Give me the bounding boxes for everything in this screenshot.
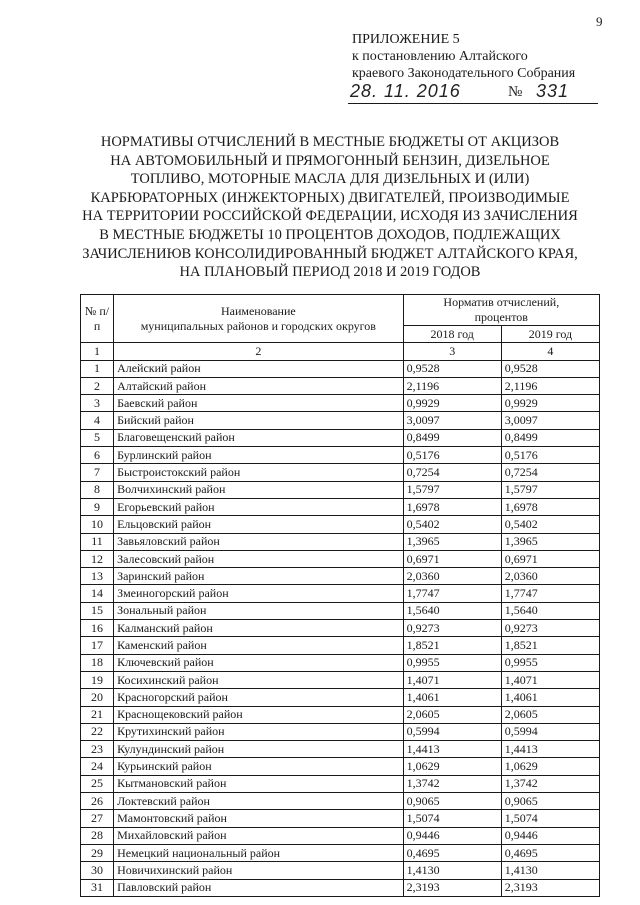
norm-2019: 1,4130 bbox=[501, 862, 599, 879]
norm-2019: 1,8521 bbox=[501, 637, 599, 654]
norm-2019: 2,0605 bbox=[501, 706, 599, 723]
municipality-name: Михайловский район bbox=[114, 827, 404, 844]
header-name bbox=[114, 295, 404, 343]
table-row bbox=[81, 412, 600, 429]
table-row bbox=[81, 550, 600, 567]
municipality-name: Егорьевский район bbox=[114, 498, 404, 515]
row-number: 16 bbox=[81, 620, 114, 637]
norm-2018: 0,9273 bbox=[403, 620, 501, 637]
row-number: 15 bbox=[81, 602, 114, 619]
municipality-name: Волчихинский район bbox=[114, 481, 404, 498]
table-row bbox=[81, 637, 600, 654]
row-number: 8 bbox=[81, 481, 114, 498]
municipality-name: Новичихинский район bbox=[114, 862, 404, 879]
header-name-line1: Наименование bbox=[220, 303, 296, 318]
row-number: 17 bbox=[81, 637, 114, 654]
column-index-1: 1 bbox=[81, 343, 114, 360]
table-row bbox=[81, 775, 600, 792]
row-number: 11 bbox=[81, 533, 114, 550]
row-number: 24 bbox=[81, 758, 114, 775]
row-number: 1 bbox=[81, 360, 114, 377]
header-norm-line1: Норматив отчислений, bbox=[443, 295, 560, 309]
table-row bbox=[81, 620, 600, 637]
norm-2018: 0,6971 bbox=[403, 550, 501, 567]
row-number: 27 bbox=[81, 810, 114, 827]
norm-2018: 1,3742 bbox=[403, 775, 501, 792]
adoption-number: 331 bbox=[536, 81, 570, 101]
norm-2018: 2,1196 bbox=[403, 377, 501, 394]
table-row bbox=[81, 377, 600, 394]
municipality-name: Заринский район bbox=[114, 568, 404, 585]
norm-2018: 1,4071 bbox=[403, 671, 501, 688]
municipality-name: Баевский район bbox=[114, 395, 404, 412]
row-number: 9 bbox=[81, 498, 114, 515]
norm-2018: 2,0605 bbox=[403, 706, 501, 723]
norm-2019: 1,6978 bbox=[501, 498, 599, 515]
table-row bbox=[81, 498, 600, 515]
table-row bbox=[81, 516, 600, 533]
norm-2019: 1,0629 bbox=[501, 758, 599, 775]
document-title bbox=[60, 133, 600, 282]
row-number: 25 bbox=[81, 775, 114, 792]
norm-2018: 1,5640 bbox=[403, 602, 501, 619]
municipality-name: Немецкий национальный район bbox=[114, 844, 404, 861]
adoption-line bbox=[348, 81, 598, 104]
row-number: 13 bbox=[81, 568, 114, 585]
norm-2019: 1,4061 bbox=[501, 689, 599, 706]
header-number: № п/п bbox=[81, 295, 114, 343]
norm-2019: 0,5176 bbox=[501, 447, 599, 464]
row-number: 12 bbox=[81, 550, 114, 567]
municipality-name: Зональный район bbox=[114, 602, 404, 619]
norm-2018: 1,7747 bbox=[403, 585, 501, 602]
norm-2018: 1,4130 bbox=[403, 862, 501, 879]
appendix-ref-line1: к постановлению Алтайского bbox=[352, 49, 528, 64]
table-row bbox=[81, 533, 600, 550]
norm-2018: 0,9065 bbox=[403, 793, 501, 810]
municipality-name: Залесовский район bbox=[114, 550, 404, 567]
norm-2019: 1,3742 bbox=[501, 775, 599, 792]
norm-2018: 1,8521 bbox=[403, 637, 501, 654]
title-line: ТОПЛИВО, МОТОРНЫЕ МАСЛА ДЛЯ ДИЗЕЛЬНЫХ И (ИЛИ) bbox=[130, 171, 530, 188]
row-number: 14 bbox=[81, 585, 114, 602]
table-row bbox=[81, 602, 600, 619]
column-index-4: 4 bbox=[501, 343, 599, 360]
row-number: 18 bbox=[81, 654, 114, 671]
title-line: В МЕСТНЫЕ БЮДЖЕТЫ 10 ПРОЦЕНТОВ ДОХОДОВ, ПОДЛЕЖАЩИХ bbox=[99, 226, 561, 243]
header-norm bbox=[403, 295, 599, 326]
municipality-name: Алтайский район bbox=[114, 377, 404, 394]
table-row bbox=[81, 585, 600, 602]
norm-2018: 0,5176 bbox=[403, 447, 501, 464]
appendix-ref-line2: краевого Законодательного Собрания bbox=[352, 66, 576, 81]
norm-2019: 1,3965 bbox=[501, 533, 599, 550]
norm-2019: 1,5074 bbox=[501, 810, 599, 827]
column-index-2: 2 bbox=[114, 343, 404, 360]
norm-2018: 0,8499 bbox=[403, 429, 501, 446]
header-year-2019: 2019 год bbox=[501, 326, 599, 343]
table-row bbox=[81, 481, 600, 498]
table-row bbox=[81, 689, 600, 706]
norm-2019: 1,4413 bbox=[501, 741, 599, 758]
norm-2019: 0,7254 bbox=[501, 464, 599, 481]
row-number: 31 bbox=[81, 879, 114, 896]
municipality-name: Змеиногорский район bbox=[114, 585, 404, 602]
table-row bbox=[81, 671, 600, 688]
municipality-name: Кулундинский район bbox=[114, 741, 404, 758]
municipality-name: Калманский район bbox=[114, 620, 404, 637]
title-line: ЗАЧИСЛЕНИЮВ КОНСОЛИДИРОВАННЫЙ БЮДЖЕТ АЛТАЙСКОГО КРАЯ, bbox=[82, 245, 578, 262]
row-number: 23 bbox=[81, 741, 114, 758]
norm-2019: 0,8499 bbox=[501, 429, 599, 446]
table-row bbox=[81, 793, 600, 810]
norm-2019: 0,5994 bbox=[501, 723, 599, 740]
row-number: 22 bbox=[81, 723, 114, 740]
municipality-name: Ельцовский район bbox=[114, 516, 404, 533]
norm-2018: 0,9528 bbox=[403, 360, 501, 377]
norm-2019: 0,5402 bbox=[501, 516, 599, 533]
table-row bbox=[81, 447, 600, 464]
norm-2019: 0,9528 bbox=[501, 360, 599, 377]
norm-2018: 1,4413 bbox=[403, 741, 501, 758]
norm-2018: 1,3965 bbox=[403, 533, 501, 550]
table-row bbox=[81, 827, 600, 844]
header-year-2018: 2018 год bbox=[403, 326, 501, 343]
table-row bbox=[81, 706, 600, 723]
row-number: 7 bbox=[81, 464, 114, 481]
row-number: 4 bbox=[81, 412, 114, 429]
row-number: 21 bbox=[81, 706, 114, 723]
norm-2019: 0,4695 bbox=[501, 844, 599, 861]
table-row bbox=[81, 758, 600, 775]
row-number: 28 bbox=[81, 827, 114, 844]
norm-2018: 0,5994 bbox=[403, 723, 501, 740]
norms-table bbox=[80, 294, 600, 897]
municipality-name: Каменский район bbox=[114, 637, 404, 654]
municipality-name: Завьяловский район bbox=[114, 533, 404, 550]
row-number: 20 bbox=[81, 689, 114, 706]
norm-2018: 1,0629 bbox=[403, 758, 501, 775]
row-number: 10 bbox=[81, 516, 114, 533]
page-number: 9 bbox=[596, 14, 603, 29]
title-line: НА ПЛАНОВЫЙ ПЕРИОД 2018 И 2019 ГОДОВ bbox=[179, 264, 481, 281]
norm-2019: 2,3193 bbox=[501, 879, 599, 896]
row-number: 6 bbox=[81, 447, 114, 464]
municipality-name: Павловский район bbox=[114, 879, 404, 896]
norm-2018: 2,3193 bbox=[403, 879, 501, 896]
norm-2019: 3,0097 bbox=[501, 412, 599, 429]
table-row bbox=[81, 429, 600, 446]
table-row bbox=[81, 360, 600, 377]
header-name-line2: муниципальных районов и городских округов bbox=[140, 318, 376, 333]
norm-2019: 1,5797 bbox=[501, 481, 599, 498]
municipality-name: Ключевский район bbox=[114, 654, 404, 671]
norm-2019: 2,1196 bbox=[501, 377, 599, 394]
municipality-name: Кытмановский район bbox=[114, 775, 404, 792]
title-line: НОРМАТИВЫ ОТЧИСЛЕНИЙ В МЕСТНЫЕ БЮДЖЕТЫ ОТ АКЦИЗОВ bbox=[100, 134, 560, 150]
municipality-name: Быстроистокский район bbox=[114, 464, 404, 481]
row-number: 19 bbox=[81, 671, 114, 688]
norm-2018: 0,9929 bbox=[403, 395, 501, 412]
municipality-name: Мамонтовский район bbox=[114, 810, 404, 827]
norm-2019: 1,4071 bbox=[501, 671, 599, 688]
column-index-3: 3 bbox=[403, 343, 501, 360]
row-number: 2 bbox=[81, 377, 114, 394]
number-sign: № bbox=[508, 84, 524, 100]
header-norm-line2: процентов bbox=[474, 310, 528, 324]
norm-2018: 0,9446 bbox=[403, 827, 501, 844]
norm-2019: 0,9955 bbox=[501, 654, 599, 671]
table-row bbox=[81, 654, 600, 671]
row-number: 29 bbox=[81, 844, 114, 861]
norm-2018: 1,6978 bbox=[403, 498, 501, 515]
municipality-name: Алейский район bbox=[114, 360, 404, 377]
row-number: 5 bbox=[81, 429, 114, 446]
norm-2018: 1,5797 bbox=[403, 481, 501, 498]
norm-2018: 0,5402 bbox=[403, 516, 501, 533]
norm-2018: 1,4061 bbox=[403, 689, 501, 706]
table-row bbox=[81, 844, 600, 861]
municipality-name: Бурлинский район bbox=[114, 447, 404, 464]
title-line: КАРБЮРАТОРНЫХ (ИНЖЕКТОРНЫХ) ДВИГАТЕЛЕЙ, ПРОИЗВОДИМЫЕ bbox=[90, 189, 570, 206]
norm-2019: 0,9929 bbox=[501, 395, 599, 412]
table-row bbox=[81, 464, 600, 481]
adoption-date: 28. 11. 2016 bbox=[350, 81, 461, 101]
row-number: 3 bbox=[81, 395, 114, 412]
norm-2019: 0,9446 bbox=[501, 827, 599, 844]
table-row bbox=[81, 723, 600, 740]
municipality-name: Краснощековский район bbox=[114, 706, 404, 723]
municipality-name: Косихинский район bbox=[114, 671, 404, 688]
norm-2018: 2,0360 bbox=[403, 568, 501, 585]
municipality-name: Курьинский район bbox=[114, 758, 404, 775]
municipality-name: Благовещенский район bbox=[114, 429, 404, 446]
title-line: НА АВТОМОБИЛЬНЫЙ И ПРЯМОГОННЫЙ БЕНЗИН, ДИЗЕЛЬНОЕ bbox=[110, 152, 550, 169]
norm-2018: 1,5074 bbox=[403, 810, 501, 827]
norm-2019: 0,9065 bbox=[501, 793, 599, 810]
norm-2018: 0,4695 bbox=[403, 844, 501, 861]
norm-2019: 0,6971 bbox=[501, 550, 599, 567]
norm-2019: 0,9273 bbox=[501, 620, 599, 637]
row-number: 26 bbox=[81, 793, 114, 810]
norm-2019: 1,5640 bbox=[501, 602, 599, 619]
appendix-title: ПРИЛОЖЕНИЕ 5 bbox=[352, 32, 460, 47]
title-line: НА ТЕРРИТОРИИ РОССИЙСКОЙ ФЕДЕРАЦИИ, ИСХОДЯ ИЗ ЗАЧИСЛЕНИЯ bbox=[82, 208, 578, 225]
norm-2019: 1,7747 bbox=[501, 585, 599, 602]
norm-2018: 0,7254 bbox=[403, 464, 501, 481]
row-number: 30 bbox=[81, 862, 114, 879]
table-row bbox=[81, 879, 600, 896]
norm-2018: 3,0097 bbox=[403, 412, 501, 429]
norm-2019: 2,0360 bbox=[501, 568, 599, 585]
municipality-name: Бийский район bbox=[114, 412, 404, 429]
table-row bbox=[81, 810, 600, 827]
table-row bbox=[81, 862, 600, 879]
municipality-name: Локтевский район bbox=[114, 793, 404, 810]
municipality-name: Крутихинский район bbox=[114, 723, 404, 740]
table-row bbox=[81, 395, 600, 412]
norm-2018: 0,9955 bbox=[403, 654, 501, 671]
municipality-name: Красногорский район bbox=[114, 689, 404, 706]
appendix-block bbox=[352, 31, 575, 82]
table-row bbox=[81, 741, 600, 758]
table-row bbox=[81, 568, 600, 585]
